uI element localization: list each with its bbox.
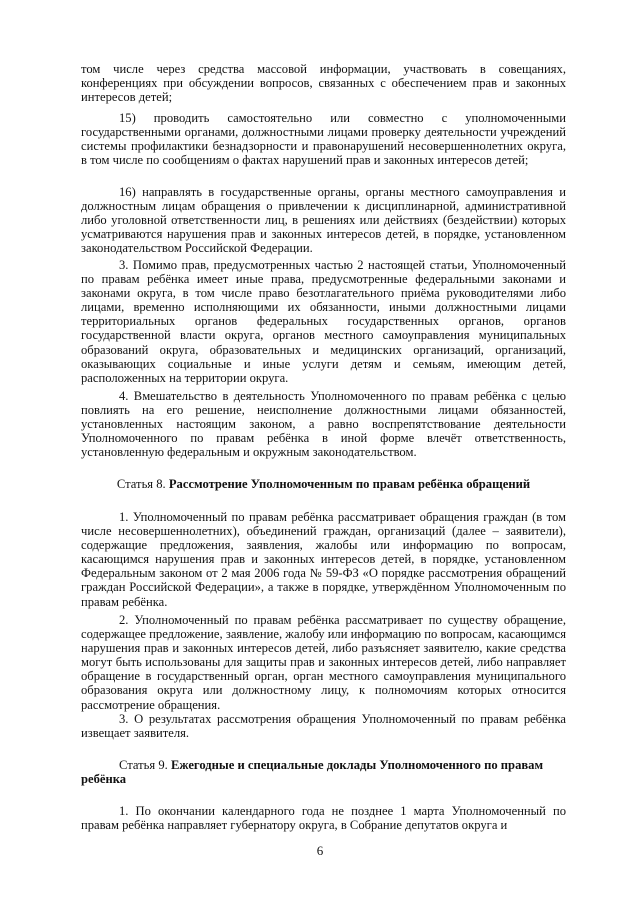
article-8-paragraph-1: 1. Уполномоченный по правам ребёнка рассматривает обращения граждан (в том числе несовершеннолетних), объединений граждан, организаций (далее – заявители), содержащие предложения, заявления, жалобы или информацию по вопросам, касающимся нарушения прав и законных интересов детей, в порядке, установленном Федеральным законом от 2 мая 2006 года № 59-ФЗ «О порядке рассмотрения обращений граждан Российской Федерации», а также в порядке, утверждённом Уполномоченным по правам ребёнка.	[81, 510, 566, 609]
article-9-paragraph-1: 1. По окончании календарного года не позднее 1 марта Уполномоченный по правам ребёнка направляет губернатору округа, в Собрание депутатов округа и	[81, 804, 566, 833]
article-9-prefix: Статья 9.	[119, 758, 168, 772]
article-9-heading	[81, 758, 566, 786]
article-9-title: Ежегодные и специальные доклады Уполномоченного по правам ребёнка	[81, 758, 544, 787]
article-8-title: Рассмотрение Уполномоченным по правам ребёнка обращений	[168, 477, 531, 491]
article-8-heading	[81, 477, 566, 491]
paragraph-part-3: 3. Помимо прав, предусмотренных частью 2 настоящей статьи, Уполномоченный по правам ребёнка имеет иные права, предусмотренные федеральными законами и законами округа, в том числе право безотлагательного приёма руководителями либо лицами, временно исполняющими их обязанности, иными должностными лицами территориальных органов федеральных государственных органов, органов государственной власти округа, органов местного самоуправления муниципальных образований округа, образовательных и медицинских организаций, организаций, оказывающих социальные и иные услуги детям и семьям, имеющим детей, расположенных на территории округа.	[81, 258, 566, 385]
paragraph-part-4: 4. Вмешательство в деятельность Уполномоченного по правам ребёнка с целью повлиять на его решение, неисполнение должностными лицами обязанностей, установленных настоящим законом, а равно воспрепятствование деятельности Уполномоченного по правам ребёнка в иной форме влечёт ответственность, установленную федеральным и окружным законодательством.	[81, 389, 566, 460]
paragraph-item-15: 15) проводить самостоятельно или совместно с уполномоченными государственными органами, должностными лицами проверку деятельности учреждений системы профилактики безнадзорности и правонарушений несовершеннолетних округа, в том числе по сообщениям о фактах нарушений прав и законных интересов детей;	[81, 111, 566, 168]
page-number: 6	[316, 843, 324, 858]
article-8-paragraph-3: 3. О результатах рассмотрения обращения Уполномоченный по правам ребёнка извещает заявителя.	[81, 712, 566, 741]
paragraph-item-16: 16) направлять в государственные органы, органы местного самоуправления и должностным лицам обращения о привлечении к дисциплинарной, административной либо уголовной ответственности лиц, в решениях или действиях (бездействии) которых усматриваются нарушения прав и законных интересов детей, в порядке, установленном законодательством Российской Федерации.	[81, 185, 566, 256]
article-8-paragraph-2: 2. Уполномоченный по правам ребёнка рассматривает по существу обращение, содержащее предложение, заявление, жалобу или информацию по вопросам, касающимся нарушения прав и законных интересов детей, либо разъясняет заявителю, какие средства могут быть использованы для защиты прав и законных интересов детей, либо направляет обращение в государственный орган, орган местного самоуправления муниципального образования округа или должностному лицу, к полномочиям которых относится рассмотрение обращения.	[81, 613, 566, 712]
article-8-prefix: Статья 8.	[116, 477, 166, 491]
paragraph-participation: том числе через средства массовой информации, участвовать в совещаниях, конференциях при обсуждении вопросов, связанных с обеспечением прав и законных интересов детей;	[81, 62, 566, 105]
